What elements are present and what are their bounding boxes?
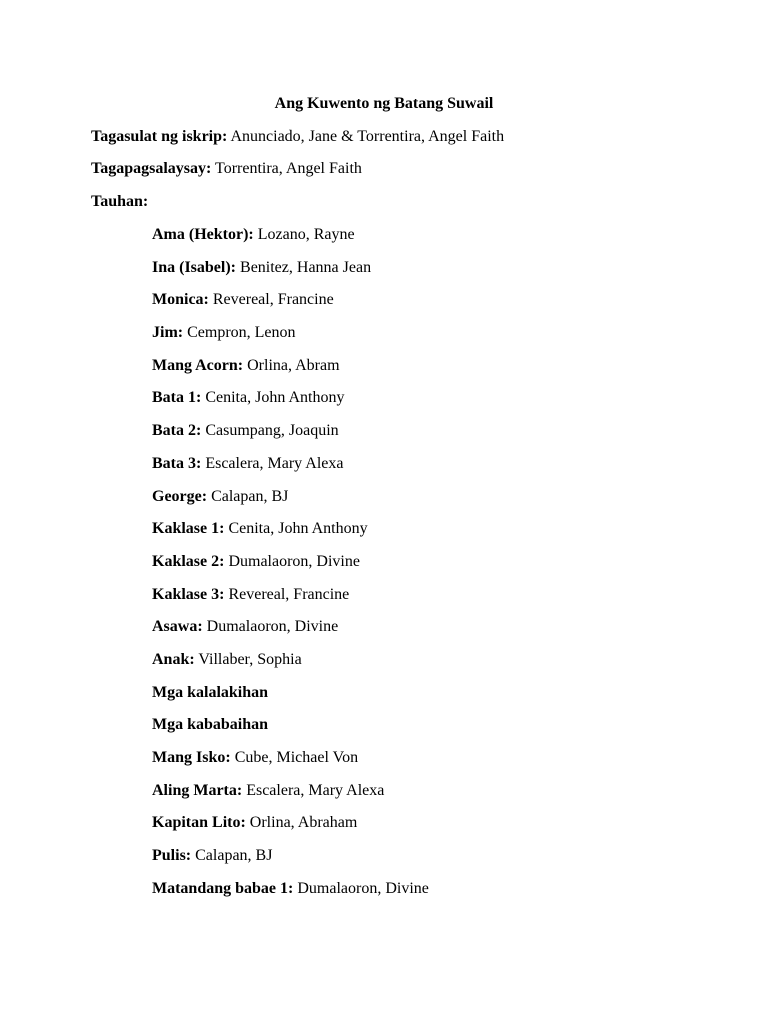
cast-role: Kaklase 2: [152, 552, 225, 570]
cast-actor: Dumalaoron, Divine [228, 552, 360, 570]
cast-role: Bata 1: [152, 389, 202, 407]
cast-role: Ina (Isabel): [152, 258, 237, 276]
cast-item [152, 714, 429, 747]
cast-actor: Revereal, Francine [212, 291, 334, 309]
cast-item [152, 845, 429, 878]
cast-item [152, 289, 429, 322]
cast-role: Anak: [152, 650, 195, 668]
cast-role: Mang Isko: [152, 749, 231, 766]
cast-item [152, 747, 429, 780]
document-title: Ang Kuwento ng Batang Suwail [274, 95, 494, 112]
cast-role: George: [152, 487, 208, 505]
cast-role: Mga kababaihan [152, 716, 269, 734]
cast-actor: Revereal, Francine [228, 585, 350, 603]
cast-item [152, 584, 429, 617]
cast-role: Aling Marta: [152, 781, 243, 799]
cast-actor: Calapan, BJ [195, 847, 273, 865]
cast-role: Asawa: [152, 618, 203, 636]
cast-item [152, 551, 429, 584]
cast-item [152, 224, 429, 257]
cast-role: Mga kalalakihan [152, 683, 269, 701]
cast-item [152, 682, 429, 715]
cast-actor: Orlina, Abraham [249, 814, 358, 832]
cast-role: Bata 2: [152, 422, 202, 440]
cast-role: Monica: [152, 291, 209, 309]
cast-role: Ama (Hektor): [152, 226, 254, 243]
cast-actor: Calapan, BJ [211, 487, 289, 505]
cast-actor: Villaber, Sophia [198, 650, 302, 668]
cast-item [152, 878, 429, 911]
cast-item [152, 649, 429, 682]
script-writer-label: Tagasulat ng iskrip: [91, 128, 228, 145]
cast-actor: Benitez, Hanna Jean [240, 258, 372, 276]
cast-role: Pulis: [152, 847, 192, 865]
cast-list [152, 224, 429, 910]
cast-actor: Cube, Michael Von [234, 749, 359, 766]
characters-heading: Tauhan: [91, 193, 149, 210]
cast-role: Matandang babae 1: [152, 879, 294, 897]
cast-role: Mang Acorn: [152, 356, 244, 374]
cast-item [152, 355, 429, 388]
cast-item [152, 453, 429, 486]
cast-item [152, 420, 429, 453]
narrator-value: Torrentira, Angel Faith [215, 160, 362, 177]
cast-role: Kapitan Lito: [152, 814, 246, 832]
script-writer-value: Anunciado, Jane & Torrentira, Angel Faith [230, 128, 505, 145]
cast-item [152, 616, 429, 649]
cast-role: Kaklase 3: [152, 585, 225, 603]
cast-actor: Escalera, Mary Alexa [205, 454, 344, 472]
cast-actor: Lozano, Rayne [257, 226, 355, 243]
cast-actor: Dumalaoron, Divine [206, 618, 339, 636]
cast-item [152, 780, 429, 813]
cast-role: Jim: [152, 324, 184, 342]
cast-role: Kaklase 1: [152, 520, 225, 538]
cast-actor: Orlina, Abram [247, 356, 340, 374]
cast-role: Bata 3: [152, 454, 202, 472]
narrator-line [91, 158, 362, 180]
cast-item [152, 518, 429, 551]
cast-item [152, 257, 429, 290]
cast-actor: Dumalaoron, Divine [297, 879, 429, 897]
cast-actor: Escalera, Mary Alexa [246, 781, 385, 799]
cast-actor: Cenita, John Anthony [228, 520, 368, 538]
cast-item [152, 486, 429, 519]
cast-item [152, 322, 429, 355]
narrator-label: Tagapagsalaysay: [91, 160, 212, 177]
cast-actor: Casumpang, Joaquin [205, 422, 339, 440]
cast-item [152, 387, 429, 420]
cast-item [152, 812, 429, 845]
cast-actor: Cempron, Lenon [187, 324, 296, 342]
script-writer-line [91, 126, 504, 148]
cast-actor: Cenita, John Anthony [205, 389, 345, 407]
